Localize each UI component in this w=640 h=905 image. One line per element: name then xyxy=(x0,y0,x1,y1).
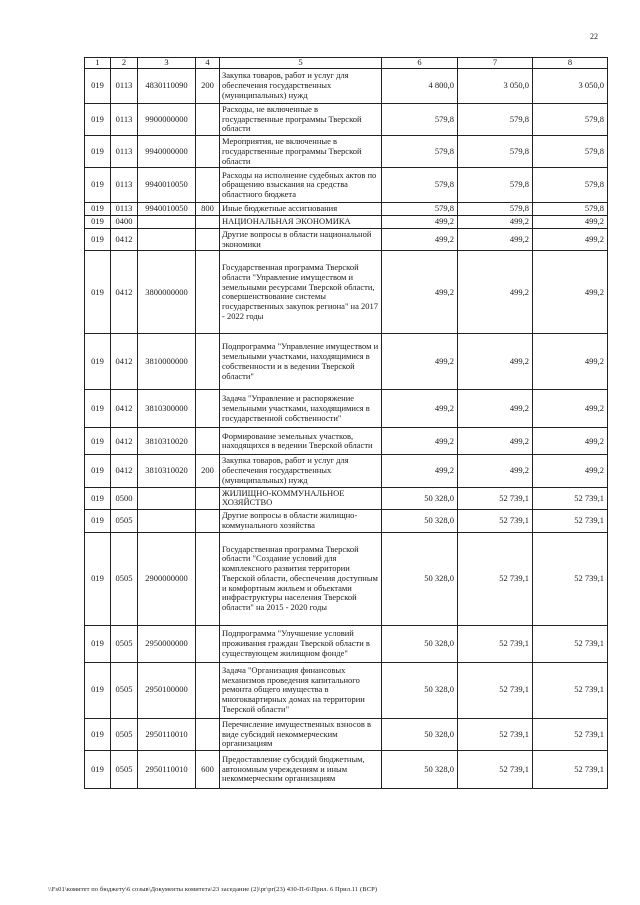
admin-code-cell: 019 xyxy=(85,216,111,229)
header-cell: 2 xyxy=(111,58,138,69)
admin-code-cell: 019 xyxy=(85,103,111,135)
target-article-cell: 9940010050 xyxy=(138,168,196,203)
amount-col6-cell: 50 328,0 xyxy=(382,532,458,625)
table-row xyxy=(85,216,608,229)
section-code-cell: 0412 xyxy=(111,334,138,390)
amount-col8-cell: 579,8 xyxy=(533,103,608,135)
table-row xyxy=(85,103,608,135)
section-code-cell: 0505 xyxy=(111,510,138,533)
admin-code-cell: 019 xyxy=(85,662,111,718)
target-article-cell: 4830110090 xyxy=(138,68,196,103)
amount-col8-cell: 52 739,1 xyxy=(533,625,608,662)
amount-col7-cell: 52 739,1 xyxy=(458,510,533,533)
description-cell: Подпрограмма "Улучшение условий проживания граждан Тверской области в существующем жилищном фонде" xyxy=(220,625,382,662)
amount-col7-cell: 499,2 xyxy=(458,251,533,334)
description-cell: Предоставление субсидий бюджетным, автономным учреждениям и иным некоммерческим организациям xyxy=(220,751,382,789)
table-row xyxy=(85,532,608,625)
admin-code-cell: 019 xyxy=(85,251,111,334)
header-cell: 3 xyxy=(138,58,196,69)
amount-col6-cell: 499,2 xyxy=(382,251,458,334)
target-article-cell xyxy=(138,510,196,533)
amount-col7-cell: 499,2 xyxy=(458,216,533,229)
section-code-cell: 0412 xyxy=(111,455,138,487)
header-cell: 1 xyxy=(85,58,111,69)
section-code-cell: 0113 xyxy=(111,136,138,168)
amount-col8-cell: 52 739,1 xyxy=(533,662,608,718)
amount-col7-cell: 579,8 xyxy=(458,203,533,216)
amount-col7-cell: 52 739,1 xyxy=(458,487,533,510)
section-code-cell: 0113 xyxy=(111,203,138,216)
amount-col6-cell: 579,8 xyxy=(382,136,458,168)
amount-col8-cell: 3 050,0 xyxy=(533,68,608,103)
expense-type-cell xyxy=(196,510,220,533)
table-row xyxy=(85,68,608,103)
amount-col8-cell: 52 739,1 xyxy=(533,751,608,789)
amount-col7-cell: 579,8 xyxy=(458,136,533,168)
table-row xyxy=(85,718,608,750)
table-row xyxy=(85,751,608,789)
amount-col8-cell: 52 739,1 xyxy=(533,510,608,533)
section-code-cell: 0505 xyxy=(111,662,138,718)
table-header-row xyxy=(85,58,608,69)
expense-type-cell xyxy=(196,136,220,168)
amount-col6-cell: 499,2 xyxy=(382,455,458,487)
target-article-cell: 2950110010 xyxy=(138,718,196,750)
expense-type-cell: 200 xyxy=(196,68,220,103)
header-cell: 8 xyxy=(533,58,608,69)
page-number: 22 xyxy=(590,32,598,41)
description-cell: Подпрограмма "Управление имуществом и земельными участками, находящимися в собственности и в ведении Тверской области" xyxy=(220,334,382,390)
admin-code-cell: 019 xyxy=(85,718,111,750)
table-row xyxy=(85,662,608,718)
target-article-cell: 2950110010 xyxy=(138,751,196,789)
amount-col6-cell: 499,2 xyxy=(382,334,458,390)
expense-type-cell xyxy=(196,487,220,510)
target-article-cell: 3810310020 xyxy=(138,455,196,487)
section-code-cell: 0505 xyxy=(111,625,138,662)
target-article-cell: 9940010050 xyxy=(138,203,196,216)
amount-col7-cell: 499,2 xyxy=(458,334,533,390)
description-cell: НАЦИОНАЛЬНАЯ ЭКОНОМИКА xyxy=(220,216,382,229)
expense-type-cell xyxy=(196,168,220,203)
target-article-cell: 3810310020 xyxy=(138,428,196,455)
amount-col8-cell: 579,8 xyxy=(533,203,608,216)
amount-col6-cell: 50 328,0 xyxy=(382,718,458,750)
description-cell: Другие вопросы в области национальной экономики xyxy=(220,228,382,251)
section-code-cell: 0505 xyxy=(111,751,138,789)
file-path-footer: \\Fs01\комитет по бюджету\6 созыв\Документы комитета\23 заседание (2)\pr\pr(23) 430-П-6\Прил. 6 Прил.11 (ВСР) xyxy=(48,886,378,893)
amount-col6-cell: 50 328,0 xyxy=(382,487,458,510)
amount-col6-cell: 579,8 xyxy=(382,103,458,135)
amount-col8-cell: 499,2 xyxy=(533,390,608,428)
header-cell: 5 xyxy=(220,58,382,69)
amount-col6-cell: 579,8 xyxy=(382,203,458,216)
amount-col8-cell: 52 739,1 xyxy=(533,718,608,750)
amount-col8-cell: 579,8 xyxy=(533,168,608,203)
table-row xyxy=(85,510,608,533)
amount-col8-cell: 52 739,1 xyxy=(533,487,608,510)
amount-col6-cell: 499,2 xyxy=(382,216,458,229)
amount-col7-cell: 499,2 xyxy=(458,428,533,455)
section-code-cell: 0505 xyxy=(111,718,138,750)
amount-col6-cell: 499,2 xyxy=(382,228,458,251)
target-article-cell xyxy=(138,487,196,510)
table-row xyxy=(85,203,608,216)
section-code-cell: 0412 xyxy=(111,228,138,251)
description-cell: Мероприятия, не включенные в государственные программы Тверской области xyxy=(220,136,382,168)
amount-col8-cell: 499,2 xyxy=(533,228,608,251)
amount-col7-cell: 499,2 xyxy=(458,455,533,487)
expense-type-cell: 600 xyxy=(196,751,220,789)
table-row xyxy=(85,455,608,487)
admin-code-cell: 019 xyxy=(85,203,111,216)
description-cell: Закупка товаров, работ и услуг для обеспечения государственных (муниципальных) нужд xyxy=(220,68,382,103)
amount-col7-cell: 52 739,1 xyxy=(458,718,533,750)
section-code-cell: 0400 xyxy=(111,216,138,229)
table-row xyxy=(85,228,608,251)
section-code-cell: 0412 xyxy=(111,251,138,334)
table-row xyxy=(85,168,608,203)
amount-col8-cell: 499,2 xyxy=(533,455,608,487)
expense-type-cell xyxy=(196,662,220,718)
amount-col6-cell: 4 800,0 xyxy=(382,68,458,103)
amount-col7-cell: 579,8 xyxy=(458,103,533,135)
description-cell: Закупка товаров, работ и услуг для обеспечения государственных (муниципальных) нужд xyxy=(220,455,382,487)
header-cell: 6 xyxy=(382,58,458,69)
expense-type-cell xyxy=(196,428,220,455)
amount-col8-cell: 499,2 xyxy=(533,251,608,334)
expense-type-cell: 800 xyxy=(196,203,220,216)
admin-code-cell: 019 xyxy=(85,532,111,625)
expense-type-cell xyxy=(196,625,220,662)
admin-code-cell: 019 xyxy=(85,625,111,662)
amount-col8-cell: 579,8 xyxy=(533,136,608,168)
target-article-cell: 9900000000 xyxy=(138,103,196,135)
section-code-cell: 0113 xyxy=(111,103,138,135)
amount-col7-cell: 52 739,1 xyxy=(458,662,533,718)
section-code-cell: 0412 xyxy=(111,428,138,455)
amount-col7-cell: 579,8 xyxy=(458,168,533,203)
admin-code-cell: 019 xyxy=(85,751,111,789)
header-cell: 4 xyxy=(196,58,220,69)
section-code-cell: 0113 xyxy=(111,68,138,103)
section-code-cell: 0113 xyxy=(111,168,138,203)
amount-col8-cell: 499,2 xyxy=(533,216,608,229)
expense-type-cell xyxy=(196,251,220,334)
amount-col6-cell: 499,2 xyxy=(382,390,458,428)
description-cell: Задача "Управление и распоряжение земельными участками, находящимися в государственной собственности" xyxy=(220,390,382,428)
amount-col6-cell: 50 328,0 xyxy=(382,662,458,718)
description-cell: Расходы, не включенные в государственные программы Тверской области xyxy=(220,103,382,135)
budget-table xyxy=(84,57,608,789)
target-article-cell xyxy=(138,216,196,229)
section-code-cell: 0412 xyxy=(111,390,138,428)
target-article-cell: 3800000000 xyxy=(138,251,196,334)
admin-code-cell: 019 xyxy=(85,68,111,103)
expense-type-cell xyxy=(196,334,220,390)
expense-type-cell xyxy=(196,103,220,135)
admin-code-cell: 019 xyxy=(85,390,111,428)
admin-code-cell: 019 xyxy=(85,455,111,487)
admin-code-cell: 019 xyxy=(85,334,111,390)
description-cell: Государственная программа Тверской области "Создание условий для комплексного развития территории Тверской области, обеспечения доступным и комфортным жильем и объектами инфраструктуры населения Тверской области" на 2015 - 2020 годы xyxy=(220,532,382,625)
admin-code-cell: 019 xyxy=(85,228,111,251)
section-code-cell: 0505 xyxy=(111,532,138,625)
target-article-cell: 3810300000 xyxy=(138,390,196,428)
description-cell: Иные бюджетные ассигнования xyxy=(220,203,382,216)
amount-col7-cell: 3 050,0 xyxy=(458,68,533,103)
target-article-cell xyxy=(138,228,196,251)
section-code-cell: 0500 xyxy=(111,487,138,510)
table-row xyxy=(85,625,608,662)
expense-type-cell xyxy=(196,228,220,251)
description-cell: Расходы на исполнение судебных актов по обращению взыскания на средства областного бюджета xyxy=(220,168,382,203)
expense-type-cell xyxy=(196,216,220,229)
amount-col6-cell: 50 328,0 xyxy=(382,751,458,789)
table-row xyxy=(85,390,608,428)
description-cell: Другие вопросы в области жилищно-коммунального хозяйства xyxy=(220,510,382,533)
amount-col6-cell: 50 328,0 xyxy=(382,625,458,662)
amount-col7-cell: 52 739,1 xyxy=(458,532,533,625)
amount-col6-cell: 50 328,0 xyxy=(382,510,458,533)
table-row xyxy=(85,334,608,390)
target-article-cell: 9940000000 xyxy=(138,136,196,168)
table-row xyxy=(85,251,608,334)
amount-col7-cell: 52 739,1 xyxy=(458,625,533,662)
amount-col7-cell: 499,2 xyxy=(458,390,533,428)
amount-col8-cell: 499,2 xyxy=(533,428,608,455)
expense-type-cell: 200 xyxy=(196,455,220,487)
admin-code-cell: 019 xyxy=(85,487,111,510)
description-cell: Задача "Организация финансовых механизмов проведения капитального ремонта общего имущества в многоквартирных домах на территории Тверской области" xyxy=(220,662,382,718)
amount-col8-cell: 499,2 xyxy=(533,334,608,390)
target-article-cell: 2950100000 xyxy=(138,662,196,718)
admin-code-cell: 019 xyxy=(85,136,111,168)
table-row xyxy=(85,428,608,455)
description-cell: Перечисление имущественных взносов в виде субсидий некоммерческим организациям xyxy=(220,718,382,750)
target-article-cell: 2900000000 xyxy=(138,532,196,625)
expense-type-cell xyxy=(196,390,220,428)
amount-col6-cell: 579,8 xyxy=(382,168,458,203)
table-row xyxy=(85,487,608,510)
amount-col7-cell: 499,2 xyxy=(458,228,533,251)
amount-col6-cell: 499,2 xyxy=(382,428,458,455)
table-row xyxy=(85,136,608,168)
admin-code-cell: 019 xyxy=(85,510,111,533)
admin-code-cell: 019 xyxy=(85,168,111,203)
target-article-cell: 2950000000 xyxy=(138,625,196,662)
amount-col7-cell: 52 739,1 xyxy=(458,751,533,789)
expense-type-cell xyxy=(196,718,220,750)
expense-type-cell xyxy=(196,532,220,625)
description-cell: Формирование земельных участков, находящихся в ведении Тверской области xyxy=(220,428,382,455)
target-article-cell: 3810000000 xyxy=(138,334,196,390)
amount-col8-cell: 52 739,1 xyxy=(533,532,608,625)
admin-code-cell: 019 xyxy=(85,428,111,455)
description-cell: ЖИЛИЩНО-КОММУНАЛЬНОЕ ХОЗЯЙСТВО xyxy=(220,487,382,510)
header-cell: 7 xyxy=(458,58,533,69)
description-cell: Государственная программа Тверской области "Управление имуществом и земельными ресурсами Тверской области, совершенствование системы государственных закупок региона" на 2017 - 2022 годы xyxy=(220,251,382,334)
